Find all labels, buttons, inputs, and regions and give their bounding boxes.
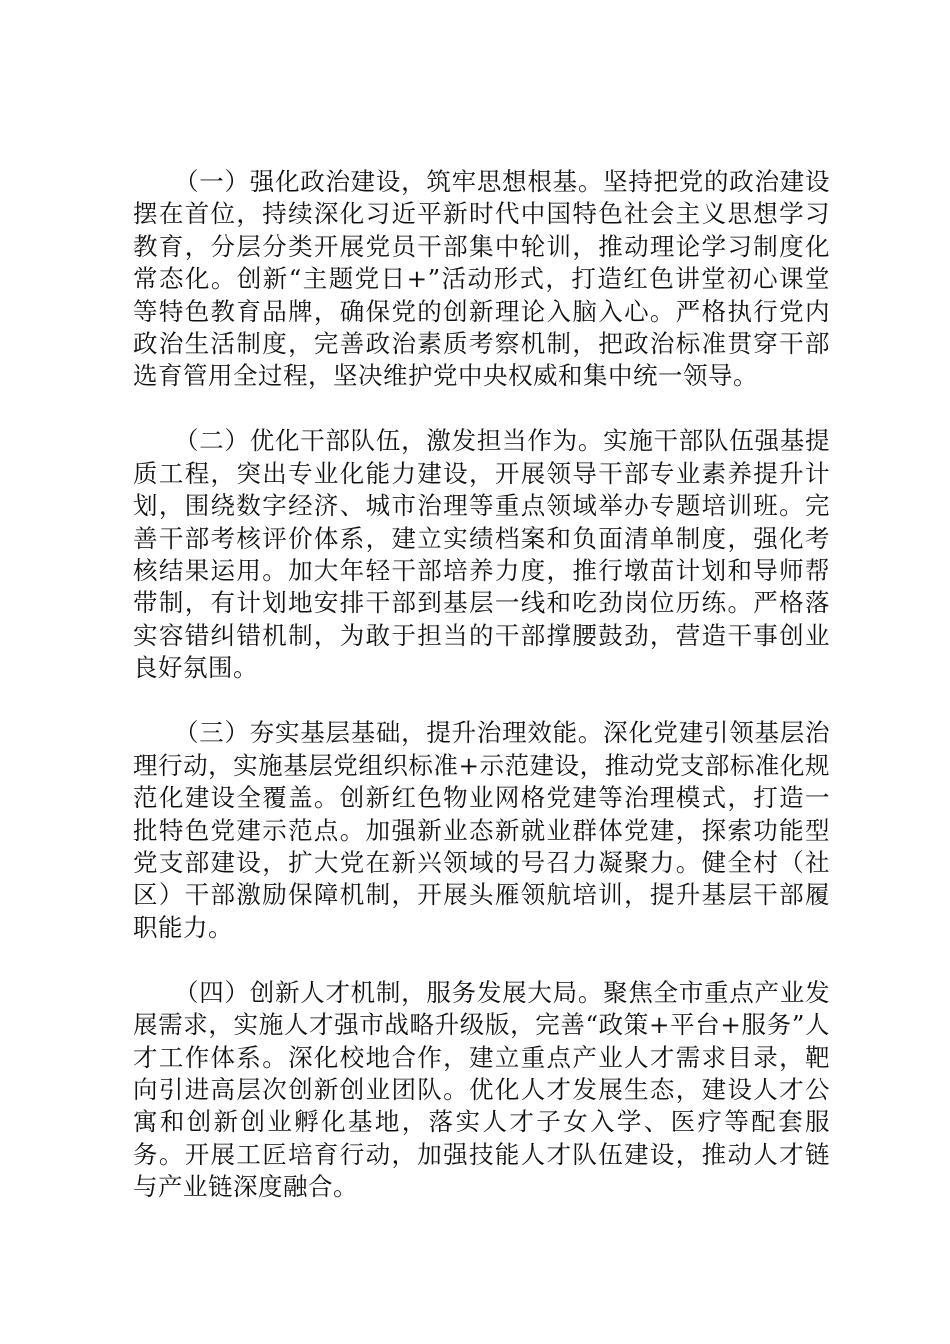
paragraph-political-building: （一）强化政治建设，筑牢思想根基。坚持把党的政治建设摆在首位，持续深化习近平新时代中国特色社会主义思想学习教育，分层分类开展党员干部集中轮训，推动理论学习制度化常态化。创新“主题党日+”活动形式，打造红色讲堂初心课堂等特色教育品牌，确保党的创新理论入脑入心。严格执行党内政治生活制度，完善政治素质考察机制，把政治标准贯穿干部选育管用全过程，坚决维护党中央权威和集中统一领导。 [133,167,830,391]
paragraph-grassroots-foundation: （三）夯实基层基础，提升治理效能。深化党建引领基层治理行动，实施基层党组织标准+示范建设，推动党支部标准化规范化建设全覆盖。创新红色物业网格党建等治理模式，打造一批特色党建示范点。加强新业态新就业群体党建，探索功能型党支部建设，扩大党在新兴领域的号召力凝聚力。健全村（社区）干部激励保障机制，开展头雁领航培训，提升基层干部履职能力。 [133,718,830,942]
paragraph-cadre-team: （二）优化干部队伍，激发担当作为。实施干部队伍强基提质工程，突出专业化能力建设，开展领导干部专业素养提升计划，围绕数字经济、城市治理等重点领域举办专题培训班。完善干部考核评价体系，建立实绩档案和负面清单制度，强化考核结果运用。加大年轻干部培养力度，推行墩苗计划和导师帮带制，有计划地安排干部到基层一线和吃劲岗位历练。严格落实容错纠错机制，为敢于担当的干部撑腰鼓劲，营造干事创业良好氛围。 [133,426,830,683]
paragraph-talent-mechanism: （四）创新人才机制，服务发展大局。聚焦全市重点产业发展需求，实施人才强市战略升级版，完善“政策+平台+服务”人才工作体系。深化校地合作，建立重点产业人才需求目录，靶向引进高层次创新创业团队。优化人才发展生态，建设人才公寓和创新创业孵化基地，落实人才子女入学、医疗等配套服务。开展工匠培育行动，加强技能人才队伍建设，推动人才链与产业链深度融合。 [133,977,830,1202]
document-body [133,166,830,1236]
